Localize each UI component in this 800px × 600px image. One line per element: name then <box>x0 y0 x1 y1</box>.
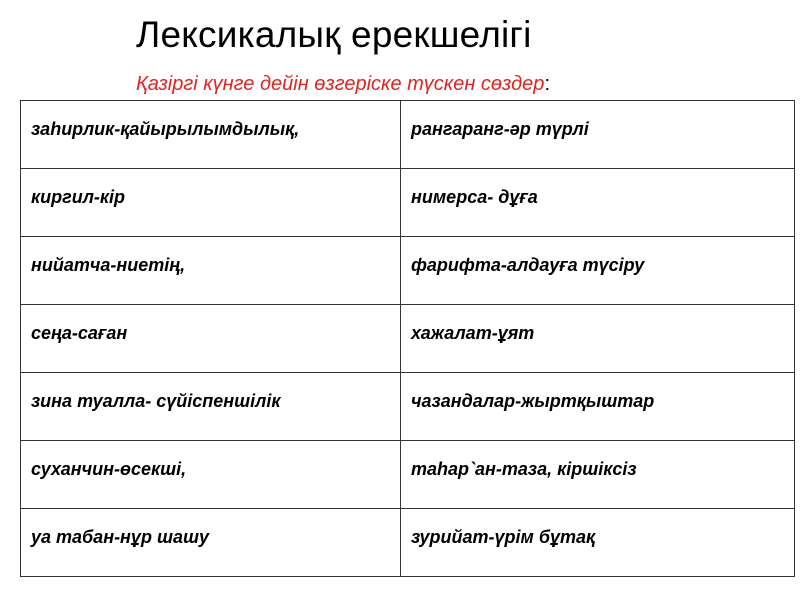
table-cell-old-word: нийатча-ниетің, <box>21 237 401 305</box>
table-cell-old-word: фарифта-алдауға түсіру <box>401 237 795 305</box>
table-row <box>21 373 795 441</box>
table-row <box>21 509 795 577</box>
table-cell-old-word: зина туалла- сүйіспеншілік <box>21 373 401 441</box>
table-cell-old-word: чазандалар-жыртқыштар <box>401 373 795 441</box>
table-cell-old-word: нимерса- дұға <box>401 169 795 237</box>
table-cell-old-word: таһар`ан-таза, кіршіксіз <box>401 441 795 509</box>
table-row <box>21 441 795 509</box>
table-row <box>21 101 795 169</box>
page-title: Лексикалық ерекшелігі <box>136 14 532 55</box>
subtitle <box>136 73 550 96</box>
table-cell-old-word: киргил-кір <box>21 169 401 237</box>
table-row <box>21 237 795 305</box>
table-cell-old-word: сеңа-саған <box>21 305 401 373</box>
table-row <box>21 305 795 373</box>
table-row <box>21 169 795 237</box>
table-cell-old-word: уа табан-нұр шашу <box>21 509 401 577</box>
table-cell-old-word: суханчин-өсекші, <box>21 441 401 509</box>
table-cell-old-word: заһирлик-қайырылымдылық, <box>21 101 401 169</box>
subtitle-colon: : <box>544 73 550 95</box>
table-cell-old-word: рангаранг-әр түрлі <box>401 101 795 169</box>
table-cell-old-word: хажалат-ұят <box>401 305 795 373</box>
vocabulary-table <box>20 100 795 577</box>
table-cell-old-word: зурийат-үрім бұтақ <box>401 509 795 577</box>
subtitle-text: Қазіргі күнге дейін өзгеріске түскен сөздер <box>136 73 545 95</box>
